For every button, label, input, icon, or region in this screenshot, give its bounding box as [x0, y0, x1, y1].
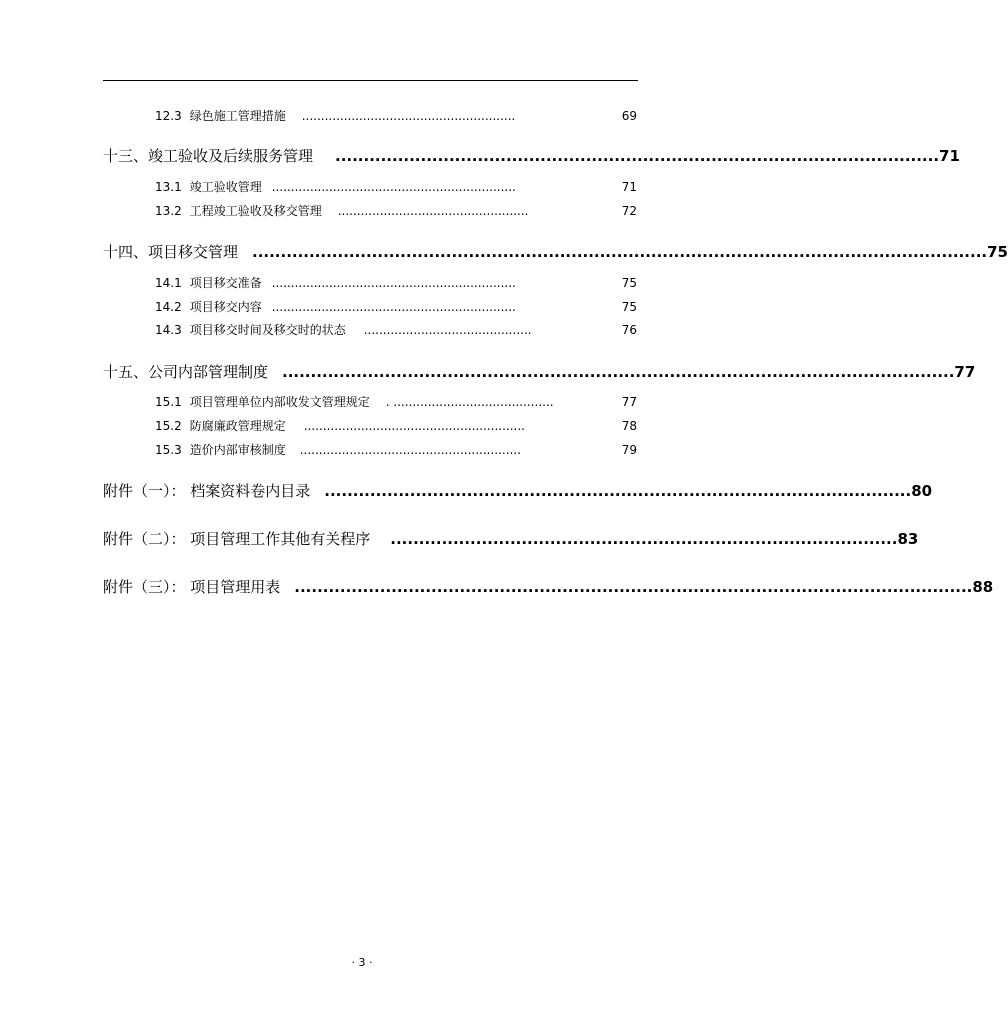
- toc-entry-title: 工程竣工验收及移交管理: [189, 204, 322, 218]
- toc-entry-title: 绿色施工管理措施: [189, 109, 286, 123]
- toc-entry-number: 14.2: [155, 300, 182, 314]
- toc-entry-title: 项目移交时间及移交时的状态: [189, 323, 346, 337]
- toc-entry-title: 造价内部审核制度: [189, 443, 286, 457]
- toc-entry[interactable]: [155, 321, 637, 338]
- toc-leader-dots: ..........................................................................................................: [335, 147, 940, 165]
- toc-leader-dots: ............................................: [363, 323, 532, 337]
- toc-entry-number: 15.3: [155, 443, 182, 457]
- toc-entry[interactable]: [155, 441, 637, 458]
- toc-entry[interactable]: [155, 178, 637, 195]
- toc-leader-dots: .........................................................................................: [390, 530, 898, 548]
- toc-leader-dots: ................................................................: [271, 300, 516, 314]
- toc-leader-dots: ..........................................................: [303, 419, 525, 433]
- toc-entry[interactable]: [155, 417, 637, 434]
- toc-entry[interactable]: [155, 202, 637, 219]
- toc-entry-number: 14.1: [155, 276, 182, 290]
- toc-entry-number: 12.3: [155, 109, 182, 123]
- toc-appendix-page: 88: [972, 578, 994, 596]
- toc-appendix[interactable]: [103, 480, 933, 501]
- toc-entry-page: 71: [621, 180, 637, 194]
- toc-chapter[interactable]: [103, 241, 1008, 262]
- page-number: · 3 ·: [351, 956, 373, 969]
- toc-entry-number: 13.2: [155, 204, 182, 218]
- toc-chapter-page: 75: [987, 243, 1008, 261]
- toc-entry-title: 项目移交内容: [189, 300, 262, 314]
- toc-entry-number: 13.1: [155, 180, 182, 194]
- toc-entry-title: 防腐廉政管理规定: [189, 419, 286, 433]
- toc-entry-page: 77: [621, 395, 637, 409]
- toc-chapter-title: 十三、竣工验收及后续服务管理: [103, 147, 314, 165]
- toc-chapter[interactable]: [103, 361, 976, 382]
- toc-entry-page: 76: [621, 323, 637, 337]
- toc-entry-page: 69: [621, 109, 637, 123]
- toc-appendix[interactable]: [103, 528, 919, 549]
- toc-leader-dots: ..........................................................: [299, 443, 521, 457]
- toc-entry-number: 15.1: [155, 395, 182, 409]
- toc-leader-dots: .......................................................................................................: [324, 482, 912, 500]
- toc-appendix[interactable]: [103, 576, 994, 597]
- toc-chapter-page: 77: [954, 363, 976, 381]
- toc-leader-dots: ......................................................................................................................: [282, 363, 955, 381]
- toc-chapter[interactable]: [103, 145, 960, 166]
- toc-entry[interactable]: [155, 274, 637, 291]
- toc-entry-page: 78: [621, 419, 637, 433]
- toc-entry-number: 15.2: [155, 419, 182, 433]
- toc-entry-page: 75: [621, 276, 637, 290]
- toc-entry-page: 72: [621, 204, 637, 218]
- toc-entry[interactable]: [155, 393, 637, 410]
- toc-chapter-title: 十五、公司内部管理制度: [103, 363, 269, 381]
- toc-appendix-title: 附件（一）： 档案资料卷内目录: [103, 482, 311, 500]
- toc-entry[interactable]: [155, 298, 637, 315]
- toc-entry-page: 79: [621, 443, 637, 457]
- toc-appendix-page: 80: [911, 482, 933, 500]
- toc-appendix-title: 附件（二）： 项目管理工作其他有关程序: [103, 530, 371, 548]
- toc-appendix-title: 附件（三）： 项目管理用表: [103, 578, 281, 596]
- toc-leader-dots: ................................................................: [271, 276, 516, 290]
- toc-entry[interactable]: [155, 107, 637, 124]
- toc-leader-dots: .................................................................................................................................: [252, 243, 988, 261]
- toc-leader-dots: . ..........................................: [385, 395, 554, 409]
- toc-leader-dots: .......................................................................................................................: [294, 578, 973, 596]
- toc-leader-dots: ................................................................: [271, 180, 516, 194]
- toc-appendix-page: 83: [897, 530, 919, 548]
- toc-leader-dots: ........................................................: [301, 109, 516, 123]
- toc-chapter-title: 十四、项目移交管理: [103, 243, 239, 261]
- toc-entry-title: 项目移交准备: [189, 276, 262, 290]
- header-rule: [103, 80, 638, 81]
- toc-entry-number: 14.3: [155, 323, 182, 337]
- toc-entry-page: 75: [621, 300, 637, 314]
- toc-chapter-page: 71: [939, 147, 960, 165]
- toc-leader-dots: ..................................................: [337, 204, 529, 218]
- toc-entry-title: 竣工验收管理: [189, 180, 262, 194]
- toc-entry-title: 项目管理单位内部收发文管理规定: [189, 395, 370, 409]
